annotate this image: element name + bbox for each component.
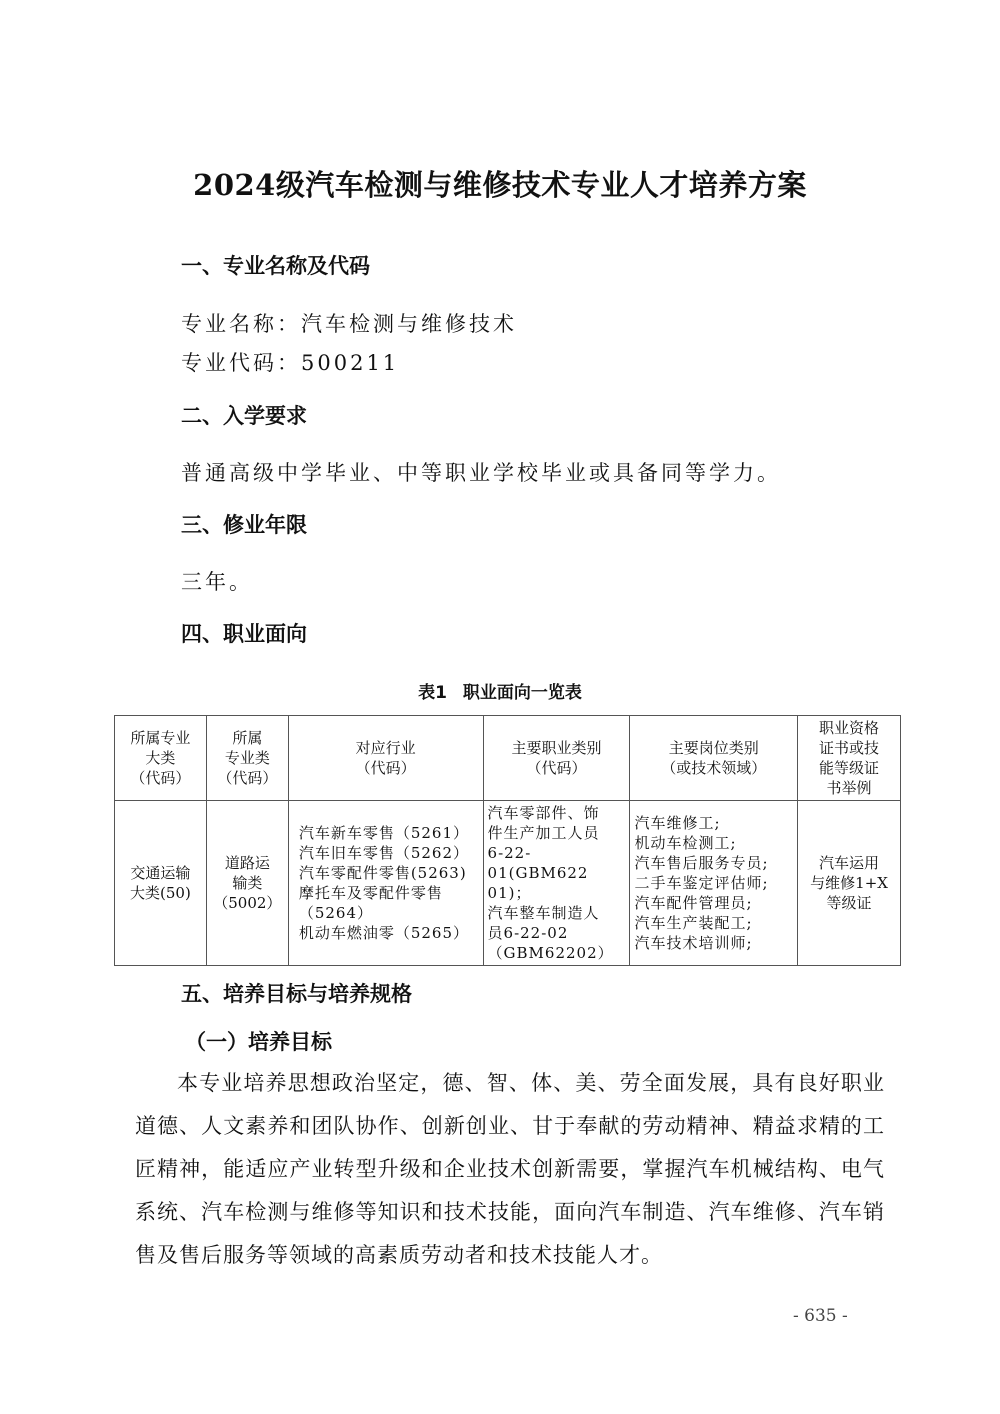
cell-text-line: 汽车旧车零售（5262） — [298, 844, 470, 862]
cell-text-line: （GBM62202） — [487, 944, 614, 962]
cell-text-line: 01)； — [487, 884, 532, 902]
table-header-row — [115, 716, 901, 801]
cell-text-line: 摩托车及零配件零售 — [298, 884, 443, 902]
table-caption — [0, 678, 1000, 703]
duration-text: 三年。 — [181, 570, 253, 594]
cell-text-line: 大类 — [145, 749, 176, 767]
cell-text-line: （代码） — [130, 769, 191, 787]
cell-text-line: 证书或技 — [819, 739, 880, 757]
cell-major-category — [115, 801, 207, 966]
cell-text-line: 员6-22-02 — [487, 924, 569, 942]
cell-text-line: 汽车运用 — [819, 854, 880, 872]
cell-text-line: 主要岗位类别 — [668, 739, 759, 757]
cell-text-line: 与维修1+X — [810, 874, 888, 892]
section-heading-career: 四、职业面向 — [181, 622, 307, 646]
cell-text-line: 汽车技术培训师; — [634, 934, 753, 952]
cell-text-line: 汽车生产装配工; — [634, 914, 753, 932]
cell-industry — [288, 801, 483, 966]
table-row — [115, 801, 901, 966]
header-major-category — [115, 716, 207, 801]
cell-text-line: 汽车新车零售（5261） — [298, 824, 470, 842]
cell-text-line: 输类 — [232, 874, 263, 892]
cell-text-line: 汽车配件管理员; — [634, 894, 753, 912]
header-positions — [630, 716, 798, 801]
cell-text-line: 交通运输 — [130, 864, 191, 882]
header-industry — [288, 716, 483, 801]
cell-text-line: 汽车零配件零售(5263) — [298, 864, 467, 882]
header-major-class — [206, 716, 288, 801]
cell-text-line: 机动车燃油零（5265） — [298, 924, 470, 942]
cell-text-line: 件生产加工人员 — [487, 824, 600, 842]
table-caption-number: 表1 — [418, 683, 447, 703]
header-certificates — [798, 716, 901, 801]
cell-text-line: 书举例 — [826, 779, 872, 797]
cell-text-line: （或技术领域） — [661, 759, 767, 777]
cell-text-line: 所属 — [232, 729, 263, 747]
cell-text-line: （代码） — [217, 769, 278, 787]
cell-text-line: 能等级证 — [819, 759, 880, 777]
cell-occupation — [483, 801, 630, 966]
cell-text-line: 等级证 — [826, 894, 872, 912]
cell-text-line: 汽车零部件、饰 — [487, 804, 600, 822]
cell-text-line: 对应行业 — [355, 739, 416, 757]
table-caption-text: 职业面向一览表 — [462, 683, 582, 703]
admission-text: 普通高级中学毕业、中等职业学校毕业或具备同等学力。 — [181, 461, 781, 485]
cell-text-line: 大类(50) — [130, 884, 191, 902]
cell-certificates — [798, 801, 901, 966]
major-name-line: 专业名称：汽车检测与维修技术 — [181, 312, 517, 336]
cell-major-class — [206, 801, 288, 966]
section-heading-duration: 三、修业年限 — [181, 513, 307, 537]
cell-text-line: （代码） — [355, 759, 416, 777]
cell-text-line: 汽车维修工; — [634, 814, 721, 832]
cell-text-line: 道路运 — [224, 854, 270, 872]
header-occupation — [483, 716, 630, 801]
cell-text-line: 汽车整车制造人 — [487, 904, 600, 922]
cell-text-line: 6-22-01(GBM622 — [487, 844, 589, 882]
subsection-heading-goal: （一）培养目标 — [185, 1030, 332, 1054]
cell-text-line: 所属专业 — [130, 729, 191, 747]
cell-positions — [630, 801, 798, 966]
cell-text-line: 机动车检测工; — [634, 834, 737, 852]
section-heading-objectives: 五、培养目标与培养规格 — [181, 982, 412, 1006]
major-code-line: 专业代码：500211 — [181, 351, 400, 375]
career-table — [114, 715, 901, 966]
cell-text-line: 专业类 — [224, 749, 270, 767]
section-heading-major-name: 一、专业名称及代码 — [181, 254, 370, 278]
goal-paragraph: 本专业培养思想政治坚定，德、智、体、美、劳全面发展，具有良好职业道德、人文素养和团队协作、创新创业、甘于奉献的劳动精神、精益求精的工匠精神，能适应产业转型升级和企业技术创新需要，掌握汽车机械结构、电气系统、汽车检测与维修等知识和技术技能，面向汽车制造、汽车维修、汽车销售及售后服务等领域的高素质劳动者和技术技能人才。 — [135, 1071, 885, 1267]
page-number: - 635 - — [793, 1306, 848, 1326]
cell-text-line: （代码） — [526, 759, 587, 777]
cell-text-line: 汽车售后服务专员; — [634, 854, 769, 872]
cell-text-line: 主要职业类别 — [511, 739, 602, 757]
section-heading-admission: 二、入学要求 — [181, 404, 307, 428]
cell-text-line: 职业资格 — [819, 719, 880, 737]
cell-text-line: （5002） — [213, 894, 282, 912]
cell-text-line: 二手车鉴定评估师; — [634, 874, 769, 892]
document-title: 2024级汽车检测与维修技术专业人才培养方案 — [193, 168, 807, 202]
cell-text-line: （5264） — [298, 904, 374, 922]
